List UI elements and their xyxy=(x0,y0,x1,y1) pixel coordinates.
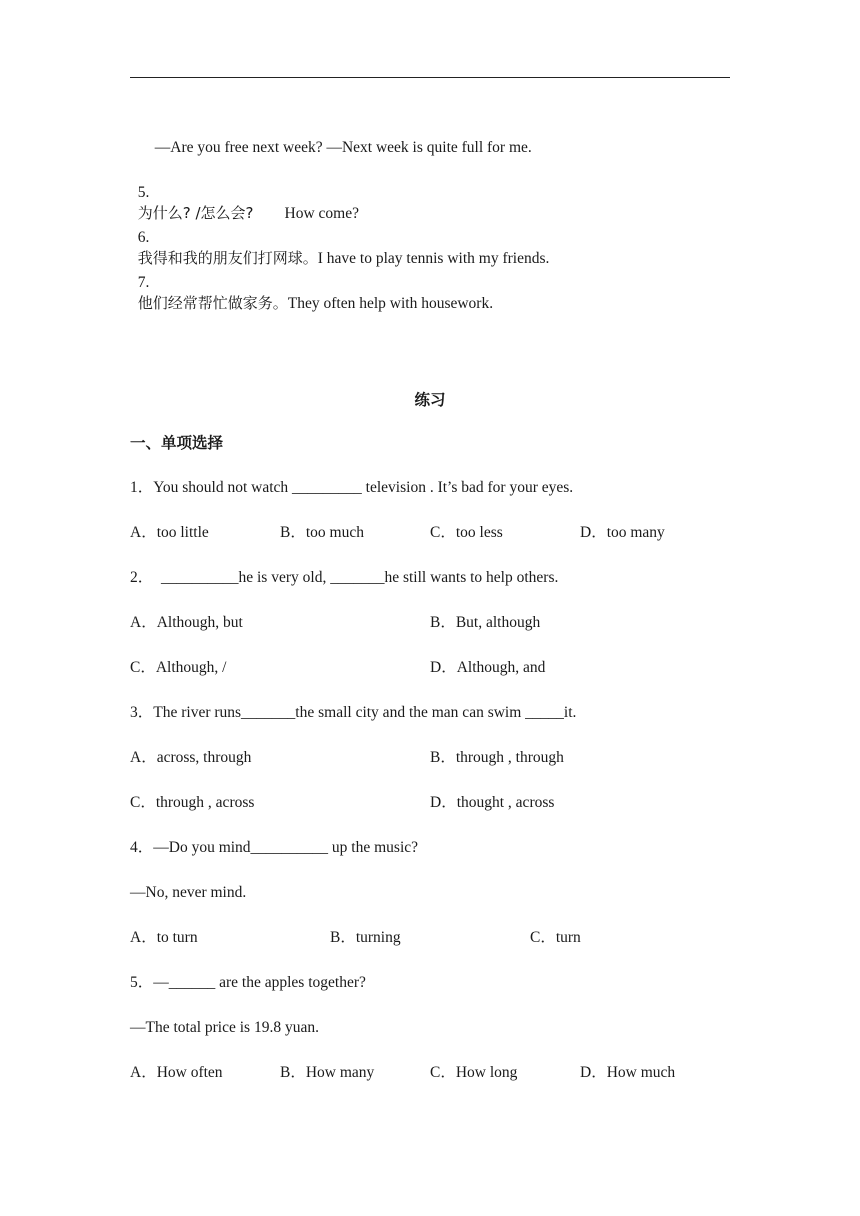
q3-option-a[interactable]: A．across, through xyxy=(130,749,252,766)
phrase-english: They often help with housework. xyxy=(287,295,494,312)
question-1-stem: 1．You should not watch _________ television . It’s bad for your eyes. xyxy=(130,479,574,496)
phrase-chinese: 他们经常帮忙做家务。 xyxy=(137,294,288,312)
q2-option-d[interactable]: D．Although, and xyxy=(430,659,546,676)
phrase-number: 5. xyxy=(137,184,150,201)
q5-option-a[interactable]: A．How often xyxy=(130,1064,223,1081)
question-5-stem: 5．—______ are the apples together? xyxy=(130,974,366,991)
q2-option-a[interactable]: A．Although, but xyxy=(130,614,243,631)
q4-option-a[interactable]: A．to turn xyxy=(130,929,198,946)
question-3-stem: 3．The river runs_______the small city and the man can swim _____it. xyxy=(130,704,577,721)
q4-option-b[interactable]: B．turning xyxy=(330,929,401,946)
phrase-english: How come? xyxy=(284,205,359,222)
q3-option-d[interactable]: D．thought , across xyxy=(430,794,555,811)
question-4-stem: 4．—Do you mind__________ up the music? xyxy=(130,839,419,856)
question-4-response: —No, never mind. xyxy=(130,884,247,901)
header-rule xyxy=(130,77,730,78)
q1-option-b[interactable]: B．too much xyxy=(280,524,364,541)
q2-option-c[interactable]: C．Although, / xyxy=(130,659,227,676)
q3-option-b[interactable]: B．through , through xyxy=(430,749,564,766)
question-2-stem: 2． __________he is very old, _______he still wants to help others. xyxy=(130,569,559,586)
q5-option-d[interactable]: D．How much xyxy=(580,1064,676,1081)
dialogue-text: —Are you free next week? —Next week is quite full for me. xyxy=(154,139,532,156)
phrase-number: 6. xyxy=(137,229,150,246)
phrase-number: 7. xyxy=(137,274,150,291)
question-5-response: —The total price is 19.8 yuan. xyxy=(130,1019,319,1036)
q1-option-a[interactable]: A．too little xyxy=(130,524,209,541)
q3-option-c[interactable]: C．through , across xyxy=(130,794,255,811)
phrase-chinese: 为什么? /怎么会? xyxy=(137,204,254,222)
q2-option-b[interactable]: B．But, although xyxy=(430,614,541,631)
dialogue-line xyxy=(147,118,532,158)
phrase-line-7 xyxy=(130,253,493,314)
q1-option-d[interactable]: D．too many xyxy=(580,524,665,541)
practice-title: 练习 xyxy=(414,391,446,409)
q1-option-c[interactable]: C．too less xyxy=(430,524,503,541)
q5-option-b[interactable]: B．How many xyxy=(280,1064,375,1081)
q5-option-c[interactable]: C．How long xyxy=(430,1064,518,1081)
phrase-chinese: 我得和我的朋友们打网球。 xyxy=(137,249,318,267)
phrase-english: I have to play tennis with my friends. xyxy=(317,250,550,267)
section-title: 一、单项选择 xyxy=(130,434,224,452)
q4-option-c[interactable]: C．turn xyxy=(530,929,581,946)
